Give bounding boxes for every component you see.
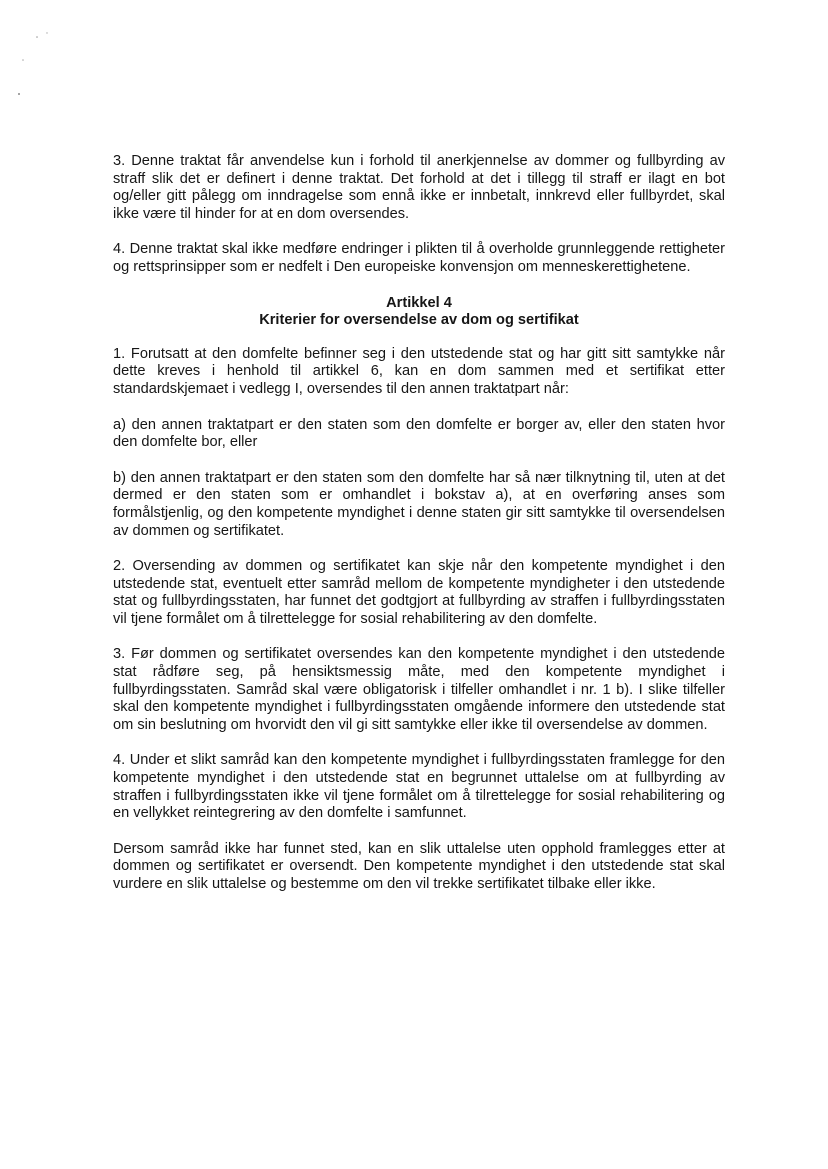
paragraph-3: 3. Denne traktat får anvendelse kun i forhold til anerkjennelse av dommer og fullbyrding av straff slik det er definert i denne traktat. Det forhold at det i tillegg til straff er ilagt en bot og/eller gitt pålegg om inndragelse som ennå ikke er innbetalt, innkrevd eller fullbyrdet, skal ikke være til hinder for at en dom oversendes. (113, 153, 725, 222)
article-paragraph-4: 4. Under et slikt samråd kan den kompetente myndighet i fullbyrdingsstaten framlegge for den kompetente myndighet i den utstedende stat en begrunnet uttalelse om at fullbyrding av straffen i fullbyrdingsstaten ikke vil tjene formålet om å tilrettelegge for sosial rehabilitering og en vellykket reintegrering av den domfelte i samfunnet. (113, 752, 725, 822)
article-title: Kriterier for oversendelse av dom og sertifikat (259, 312, 579, 329)
article-heading (113, 295, 725, 330)
paragraph-4: 4. Denne traktat skal ikke medføre endringer i plikten til å overholde grunnleggende rettigheter og rettsprinsipper som er nedfelt i Den europeiske konvensjon om menneskerettighetene. (113, 241, 725, 275)
article-number: Artikkel 4 (386, 294, 452, 311)
article-paragraph-1b: b) den annen traktatpart er den staten som den domfelte har så nær tilknytning til, uten at det dermed er den staten som er omhandlet i bokstav a), at en overføring anses som formålstjenlig, og den kompetente myndighet i denne staten gir sitt samtykke til oversendelsen av dommen og sertifikatet. (113, 469, 725, 539)
article-paragraph-1: 1. Forutsatt at den domfelte befinner seg i den utstedende stat og har gitt sitt samtykke når dette kreves i henhold til artikkel 6, kan en dom sammen med et sertifikat etter standardskjemaet i vedlegg I, oversendes til den annen traktatpart når: (113, 345, 725, 397)
scan-specks (0, 0, 60, 110)
document-page (113, 153, 725, 912)
article-paragraph-2: 2. Oversending av dommen og sertifikatet kan skje når den kompetente myndighet i den utstedende stat, eventuelt etter samråd mellom de kompetente myndigheter i den utstedende stat og fullbyrdingsstaten, har funnet det godtgjort at fullbyrding av straffen i fullbyrdingsstaten vil tjene formålet om å tilrettelegge for sosial rehabilitering av den domfelte. (113, 558, 725, 627)
article-paragraph-1a: a) den annen traktatpart er den staten som den domfelte er borger av, eller den staten hvor den domfelte bor, eller (113, 416, 725, 451)
article-paragraph-3: 3. Før dommen og sertifikatet oversendes kan den kompetente myndighet i den utstedende stat rådføre seg, på hensiktsmessig måte, med den kompetente myndighet i fullbyrdingsstaten. Samråd skal være obligatorisk i tilfeller omhandlet i nr. 1 b). I slike tilfeller skal den kompetente myndighet i fullbyrdingsstaten omgående informere den utstedende stat om sin beslutning om hvorvidt den vil gi sitt samtykke eller ikke til oversendelse av dommen. (113, 646, 725, 733)
article-paragraph-4-continued: Dersom samråd ikke har funnet sted, kan en slik uttalelse uten opphold framlegges etter at dommen og sertifikatet er oversendt. Den kompetente myndighet i den utstedende stat skal vurdere en slik uttalelse og bestemme om den vil trekke sertifikatet tilbake eller ikke. (113, 840, 725, 892)
